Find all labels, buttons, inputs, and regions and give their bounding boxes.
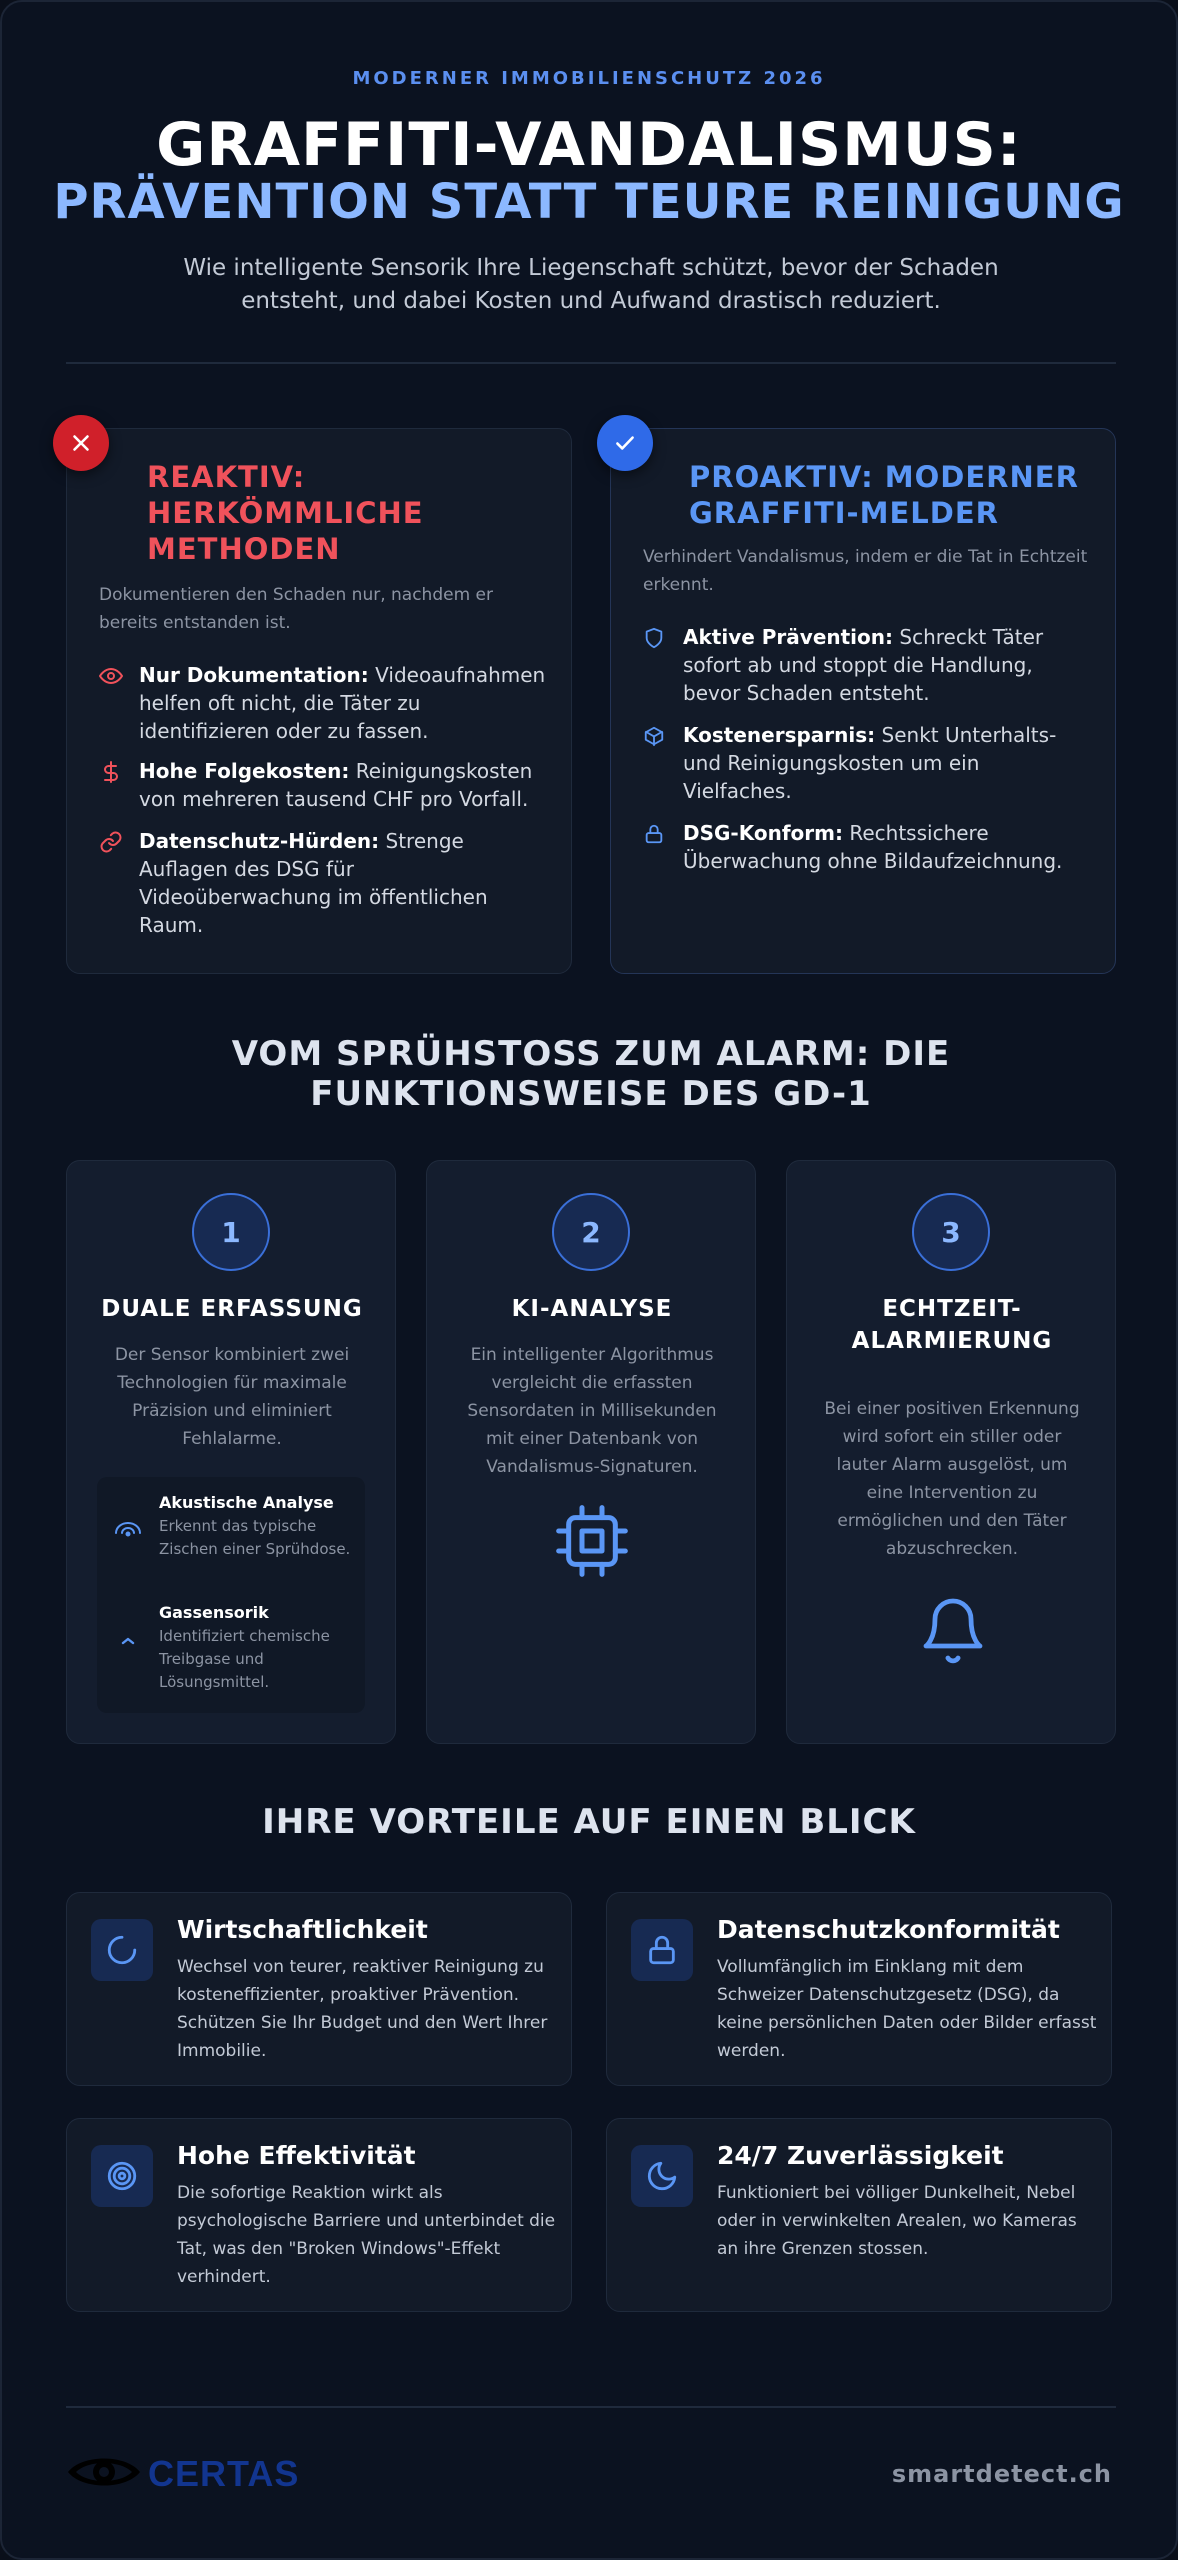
reactive-card (66, 428, 572, 974)
shield-icon (643, 623, 683, 707)
eyebrow-label: MODERNER IMMOBILIENSCHUTZ 2026 (352, 68, 826, 89)
benefit-desc: Funktioniert bei völliger Dunkelheit, Nebel oder in verwinkelten Arealen, wo Kameras an ihre Grenzen stossen. (717, 2183, 1077, 2259)
benefit-desc: Die sofortige Reaktion wirkt als psychologische Barriere und unterbindet die Tat, was den "Broken Windows"-Effekt verhindert. (177, 2183, 556, 2287)
website-link[interactable]: smartdetect.ch (891, 2460, 1112, 2488)
proactive-item-label: Aktive Prävention: (683, 625, 894, 649)
check-icon (597, 415, 653, 471)
benefit-card (606, 2118, 1112, 2312)
proactive-item-label: DSG-Konform: (683, 821, 843, 845)
gas-icon (113, 1601, 159, 1694)
lock-icon (643, 819, 683, 875)
header-divider (66, 362, 1116, 364)
target-icon (91, 2145, 153, 2207)
proactive-item (643, 819, 1093, 875)
step-card (426, 1160, 756, 1744)
cpu-icon (552, 1501, 632, 1585)
step-number: 2 (552, 1193, 630, 1271)
step-desc: Ein intelligenter Algorithmus vergleicht die erfassten Sensordaten in Millisekunden mit einer Datenbank von Vandalismus-Signaturen. (467, 1345, 717, 1477)
benefit-title: Hohe Effektivität (177, 2141, 416, 2170)
proactive-title: PROAKTIV: MODERNER GRAFFITI-MELDER (689, 460, 1079, 530)
benefit-card (66, 2118, 572, 2312)
proactive-card (610, 428, 1116, 974)
sensor-desc: Erkennt das typische Zischen einer Sprühdose. (159, 1517, 351, 1558)
step-desc: Bei einer positiven Erkennung wird sofort ein stiller oder lauter Alarm ausgelöst, um eine Intervention zu ermöglichen und den Täter abzuschrecken. (824, 1399, 1080, 1559)
brand-logo (66, 2450, 299, 2498)
sensor-name: Akustische Analyse (159, 1493, 334, 1512)
step-card (786, 1160, 1116, 1744)
reactive-item-text: Reinigungskosten von mehreren tausend CHF pro Vorfall. (139, 759, 533, 811)
link-icon (99, 827, 139, 939)
step-card (66, 1160, 396, 1744)
proactive-item (643, 721, 1093, 805)
proactive-item-label: Kostenersparnis: (683, 723, 876, 747)
sensor-list (97, 1477, 365, 1713)
benefit-card (606, 1892, 1112, 2086)
sensor-item (113, 1601, 353, 1694)
reactive-subtitle: Dokumentieren den Schaden nur, nachdem er bereits entstanden ist. (99, 585, 493, 633)
sensor-desc: Identifiziert chemische Treibgase und Lösungsmittel. (159, 1627, 330, 1691)
reactive-item (99, 757, 549, 813)
benefits-title: IHRE VORTEILE AUF EINEN BLICK (262, 1802, 916, 1842)
reactive-item-label: Datenschutz-Hürden: (139, 829, 380, 853)
loader-icon (91, 1919, 153, 1981)
step-title: KI-ANALYSE (511, 1296, 673, 1322)
benefit-title: Wirtschaftlichkeit (177, 1915, 428, 1944)
brand-name: CERTAS (148, 2453, 300, 2494)
step-title: ECHTZEIT-ALARMIERUNG (851, 1296, 1053, 1354)
eye-icon (99, 661, 139, 745)
proactive-item-text: Rechtssichere Überwachung ohne Bildaufzeichnung. (683, 821, 1063, 873)
how-it-works-title: VOM SPRÜHSTOSS ZUM ALARM: DIE FUNKTIONSWEISE DES GD-1 (231, 1034, 951, 1114)
benefit-card (66, 1892, 572, 2086)
sensor-item (113, 1491, 353, 1561)
benefit-desc: Wechsel von teurer, reaktiver Reinigung zu kosteneffizienter, proaktiver Prävention. Schützen Sie Ihr Budget und den Wert Ihrer Immobilie. (177, 1957, 548, 2061)
footer-divider (66, 2406, 1116, 2408)
moon-icon (631, 2145, 693, 2207)
reactive-item-text: Strenge Auflagen des DSG für Videoüberwachung im öffentlichen Raum. (139, 829, 488, 937)
benefit-title: 24/7 Zuverlässigkeit (717, 2141, 1004, 2170)
reactive-item (99, 661, 549, 745)
lock-icon (631, 1919, 693, 1981)
intro-text: Wie intelligente Sensorik Ihre Liegenschaft schützt, bevor der Schaden entsteht, und dabei Kosten und Aufwand drastisch reduziert. (183, 255, 999, 314)
proactive-item-text: Senkt Unterhalts- und Reinigungskosten um ein Vielfaches. (683, 723, 1057, 803)
step-desc: Der Sensor kombiniert zwei Technologien für maximale Präzision und eliminiert Fehlalarme. (114, 1345, 350, 1449)
proactive-subtitle: Verhindert Vandalismus, indem er die Tat in Echtzeit erkennt. (643, 547, 1088, 595)
cube-icon (643, 721, 683, 805)
close-icon (53, 415, 109, 471)
step-number: 3 (912, 1193, 990, 1271)
step-number: 1 (192, 1193, 270, 1271)
proactive-item (643, 623, 1093, 707)
reactive-item-label: Nur Dokumentation: (139, 663, 369, 687)
reactive-item (99, 827, 549, 939)
page-subtitle: PRÄVENTION STATT TEURE REINIGUNG (53, 174, 1125, 230)
reactive-item-label: Hohe Folgekosten: (139, 759, 350, 783)
proactive-item-text: Schreckt Täter sofort ab und stoppt die Handlung, bevor Schaden entsteht. (683, 625, 1044, 705)
step-title: DUALE ERFASSUNG (101, 1296, 363, 1322)
benefit-desc: Vollumfänglich im Einklang mit dem Schweizer Datenschutzgesetz (DSG), da keine persönlichen Daten oder Bilder erfasst werden. (717, 1957, 1097, 2061)
ear-icon (113, 1491, 159, 1561)
reactive-title: REAKTIV: HERKÖMMLICHE METHODEN (147, 460, 424, 566)
reactive-item-text: Videoaufnahmen helfen oft nicht, die Täter zu identifizieren oder zu fassen. (139, 663, 546, 743)
sensor-name: Gassensorik (159, 1603, 269, 1622)
eye-logo-icon (66, 2450, 142, 2498)
dollar-icon (99, 757, 139, 813)
bell-icon (917, 1593, 989, 1673)
benefit-title: Datenschutzkonformität (717, 1915, 1060, 1944)
page-title: GRAFFITI-VANDALISMUS: (156, 110, 1022, 180)
